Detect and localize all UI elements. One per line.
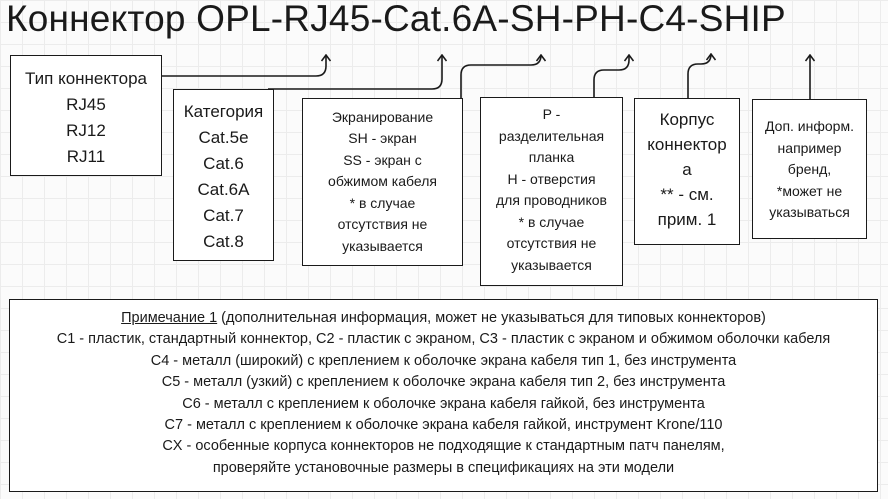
extra-info-text: например — [777, 139, 842, 156]
shielding-text: обжимом кабеля — [328, 173, 437, 190]
connector-type-option: RJ45 — [66, 95, 106, 114]
note-line: CX - особенные корпуса коннекторов не подходящие к стандартным патч панелям, — [162, 438, 725, 455]
plank-text: разделительная — [498, 127, 605, 144]
housing-heading: коннектор — [647, 135, 727, 154]
category-option: Cat.8 — [203, 232, 244, 251]
category-box — [173, 89, 274, 261]
category-heading: Категория — [183, 102, 264, 121]
note-line: C5 - металл (узкий) с креплением к оболочке экрана кабеля тип 2, без инструмента — [161, 374, 726, 391]
arrow-shielding — [461, 55, 541, 98]
note-box — [9, 299, 878, 492]
extra-info-text: *может не — [776, 182, 843, 199]
plank-text: для проводников — [496, 192, 607, 208]
plank-text: планка — [528, 149, 575, 165]
shielding-box — [302, 98, 463, 266]
extra-info-box — [752, 99, 867, 239]
plank-box — [480, 97, 623, 286]
category-option: Cat.6 — [203, 154, 244, 173]
plank-text: * в случае — [518, 213, 585, 230]
arrow-connector-type — [162, 55, 326, 76]
housing-text: ** - см. — [660, 185, 714, 204]
extra-info-text: указываться — [769, 204, 850, 220]
plank-text: H - отверстия — [507, 170, 596, 187]
shielding-heading: Экранирование — [331, 108, 434, 125]
note-heading: Примечание 1 — [121, 310, 218, 326]
shielding-text: SH - экран — [348, 130, 417, 147]
connector-type-option: RJ11 — [66, 147, 106, 166]
note-heading-rest: (дополнительная информация, может не указываться для типовых коннекторов) — [217, 310, 766, 326]
housing-text: прим. 1 — [657, 210, 717, 229]
note-line: проверяйте установочные размеры в спецификациях на эти модели — [212, 459, 675, 476]
connector-type-box — [10, 55, 162, 176]
arrow-plank — [594, 55, 629, 97]
shielding-text: отсутствия не — [337, 216, 428, 233]
housing-heading: Корпус — [659, 110, 715, 129]
plank-text: указывается — [511, 256, 592, 273]
category-option: Cat.5e — [198, 128, 249, 147]
note-line: C6 - металл с креплением к оболочке экрана кабеля гайкой, без инструмента — [182, 395, 705, 412]
note-line: C4 - металл (широкий) с креплением к оболочке экрана кабеля тип 1, без инструмента — [150, 352, 737, 369]
housing-box — [634, 98, 740, 245]
plank-heading: P - — [542, 106, 561, 122]
shielding-text: SS - экран с — [343, 151, 422, 168]
connector-type-heading: Тип коннектора — [25, 69, 147, 88]
note-line: C1 - пластик, стандартный коннектор, C2 - пластик с экраном, C3 - пластик с экраном и обжимом оболочки кабеля — [56, 331, 831, 348]
arrow-housing — [688, 54, 711, 98]
shielding-text: * в случае — [349, 194, 416, 211]
plank-text: отсутствия не — [506, 235, 597, 251]
page-title: Коннектор OPL-RJ45-Cat.6A-SH-PH-C4-SHIP — [6, 0, 786, 39]
note-heading-line — [121, 308, 766, 329]
category-option: Cat.7 — [203, 206, 244, 225]
connector-type-option: RJ12 — [66, 121, 106, 140]
extra-info-text: бренд, — [787, 161, 832, 177]
arrow-category — [268, 55, 442, 89]
category-option: Cat.6A — [197, 180, 250, 199]
note-line: C7 - металл с креплением к оболочке экрана кабеля гайкой, инструмент Krone/110 — [164, 417, 723, 434]
housing-heading: а — [682, 160, 692, 179]
shielding-text: указывается — [342, 237, 423, 254]
extra-info-heading: Доп. информ. — [765, 118, 854, 134]
